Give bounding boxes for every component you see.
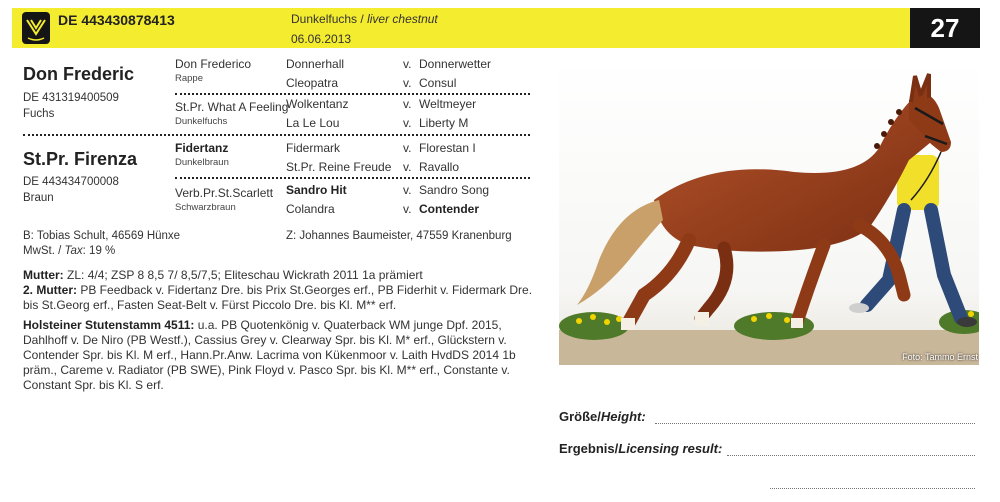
- pedigree-granddam-maternal-color: Schwarzbraun: [175, 202, 236, 213]
- sire-name: Don Frederic: [23, 64, 135, 84]
- photo-credit: Foto: Tammo Ernst: [902, 352, 978, 362]
- sire-color: Fuchs: [23, 108, 55, 120]
- pedigree-great-grandsire: Fidermark: [286, 141, 341, 155]
- pedigree-great-grandsire: Donnerhall: [286, 57, 345, 71]
- breeder-info: B: Tobias Schult, 46569 Hünxe: [23, 230, 181, 242]
- pedigree-ancestor-sire: Contender: [419, 202, 479, 216]
- pedigree-ancestor-sire: Weltmeyer: [419, 97, 477, 111]
- dam-color: Braun: [23, 192, 54, 204]
- pedigree-great-granddam: Colandra: [286, 202, 335, 216]
- pedigree-divider: [175, 177, 530, 179]
- pedigree-grandsire-paternal: Don Frederico: [175, 57, 252, 71]
- height-input-line[interactable]: [655, 423, 975, 424]
- result-input-line-2[interactable]: [770, 488, 975, 489]
- result-label: Ergebnis/Licensing result:: [559, 441, 723, 456]
- pedigree-granddam-paternal-color: Dunkelfuchs: [175, 116, 228, 127]
- pedigree-sire-prefix: v.: [403, 116, 412, 130]
- section-divider: [23, 134, 530, 136]
- mutter2-paragraph: 2. Mutter: PB Feedback v. Fidertanz Dre. bis Prix St.Georges erf., PB Fiderhit v. Fidermark Dre. bis St.Georg erf., Fasten Seat-Belt v. Fürst Piccolo Dre. bis Kl. M** erf.: [23, 283, 533, 312]
- pedigree-great-granddam: St.Pr. Reine Freude: [286, 160, 392, 174]
- pedigree-sire-prefix: v.: [403, 141, 412, 155]
- pedigree-grandsire-maternal: Fidertanz: [175, 141, 229, 155]
- pedigree-granddam-paternal: St.Pr. What A Feeling: [175, 100, 289, 114]
- sire-reg-number: DE 431319400509: [23, 92, 119, 104]
- pedigree-great-grandsire: Wolkentanz: [286, 97, 349, 111]
- pedigree-ancestor-sire: Florestan I: [419, 141, 476, 155]
- stutenstamm-paragraph: Holsteiner Stutenstamm 4511: u.a. PB Quotenkönig v. Quaterback WM junge Dpf. 2015, Dahlhoff v. De Niro (PB Westf.), Cassius Grey v. Clearway Spr. bis Kl. M* erf., Glückstern v. Contender Spr. bis Kl. M erf., Hann.Pr.Anw. Lacrima von Kükenmoor v. Laith HvdDS 2014 1b präm., Careme v. Radiator (PB SWE), Pink Floyd v. Pasco Spr. bis Kl. M** erf., Constante v. Constant Spr. bis Kl. S erf.: [23, 318, 516, 392]
- pedigree-ancestor-sire: Sandro Song: [419, 183, 490, 197]
- pedigree-grandsire-maternal-color: Dunkelbraun: [175, 157, 229, 168]
- pedigree-great-grandsire: Sandro Hit: [286, 183, 347, 197]
- breeder-z-info: Z: Johannes Baumeister, 47559 Kranenburg: [286, 230, 512, 242]
- lot-number: 27: [910, 8, 980, 48]
- horse-photo: [559, 60, 979, 365]
- brand-logo-icon: [22, 12, 50, 44]
- pedigree-ancestor-sire: Donnerwetter: [419, 57, 492, 71]
- birth-date: 06.06.2013: [291, 32, 352, 46]
- pedigree-sire-prefix: v.: [403, 76, 412, 90]
- pedigree-grandsire-paternal-color: Rappe: [175, 73, 203, 84]
- pedigree-granddam-maternal: Verb.Pr.St.Scarlett: [175, 186, 274, 200]
- pedigree-ancestor-sire: Ravallo: [419, 160, 460, 174]
- mutter-paragraph: Mutter: ZL: 4/4; ZSP 8 8,5 7/ 8,5/7,5; Eliteschau Wickrath 2011 1a prämiert: [23, 268, 423, 282]
- pedigree-sire-prefix: v.: [403, 57, 412, 71]
- horse-reg-number: DE 443430878413: [58, 12, 175, 28]
- pedigree-ancestor-sire: Consul: [419, 76, 457, 90]
- pedigree-sire-prefix: v.: [403, 202, 412, 216]
- result-input-line[interactable]: [727, 455, 975, 456]
- pedigree-sire-prefix: v.: [403, 183, 412, 197]
- dam-name: St.Pr. Firenza: [23, 149, 138, 169]
- pedigree-ancestor-sire: Liberty M: [419, 116, 469, 130]
- pedigree-sire-prefix: v.: [403, 160, 412, 174]
- height-label: Größe/Height:: [559, 409, 646, 424]
- horse-color: Dunkelfuchs / liver chestnut: [291, 12, 438, 26]
- pedigree-sire-prefix: v.: [403, 97, 412, 111]
- pedigree-great-granddam: Cleopatra: [286, 76, 339, 90]
- dam-reg-number: DE 443434700008: [23, 176, 119, 188]
- pedigree-divider: [175, 93, 530, 95]
- pedigree-great-granddam: La Le Lou: [286, 116, 340, 130]
- vat-info: MwSt. / Tax: 19 %: [23, 245, 116, 257]
